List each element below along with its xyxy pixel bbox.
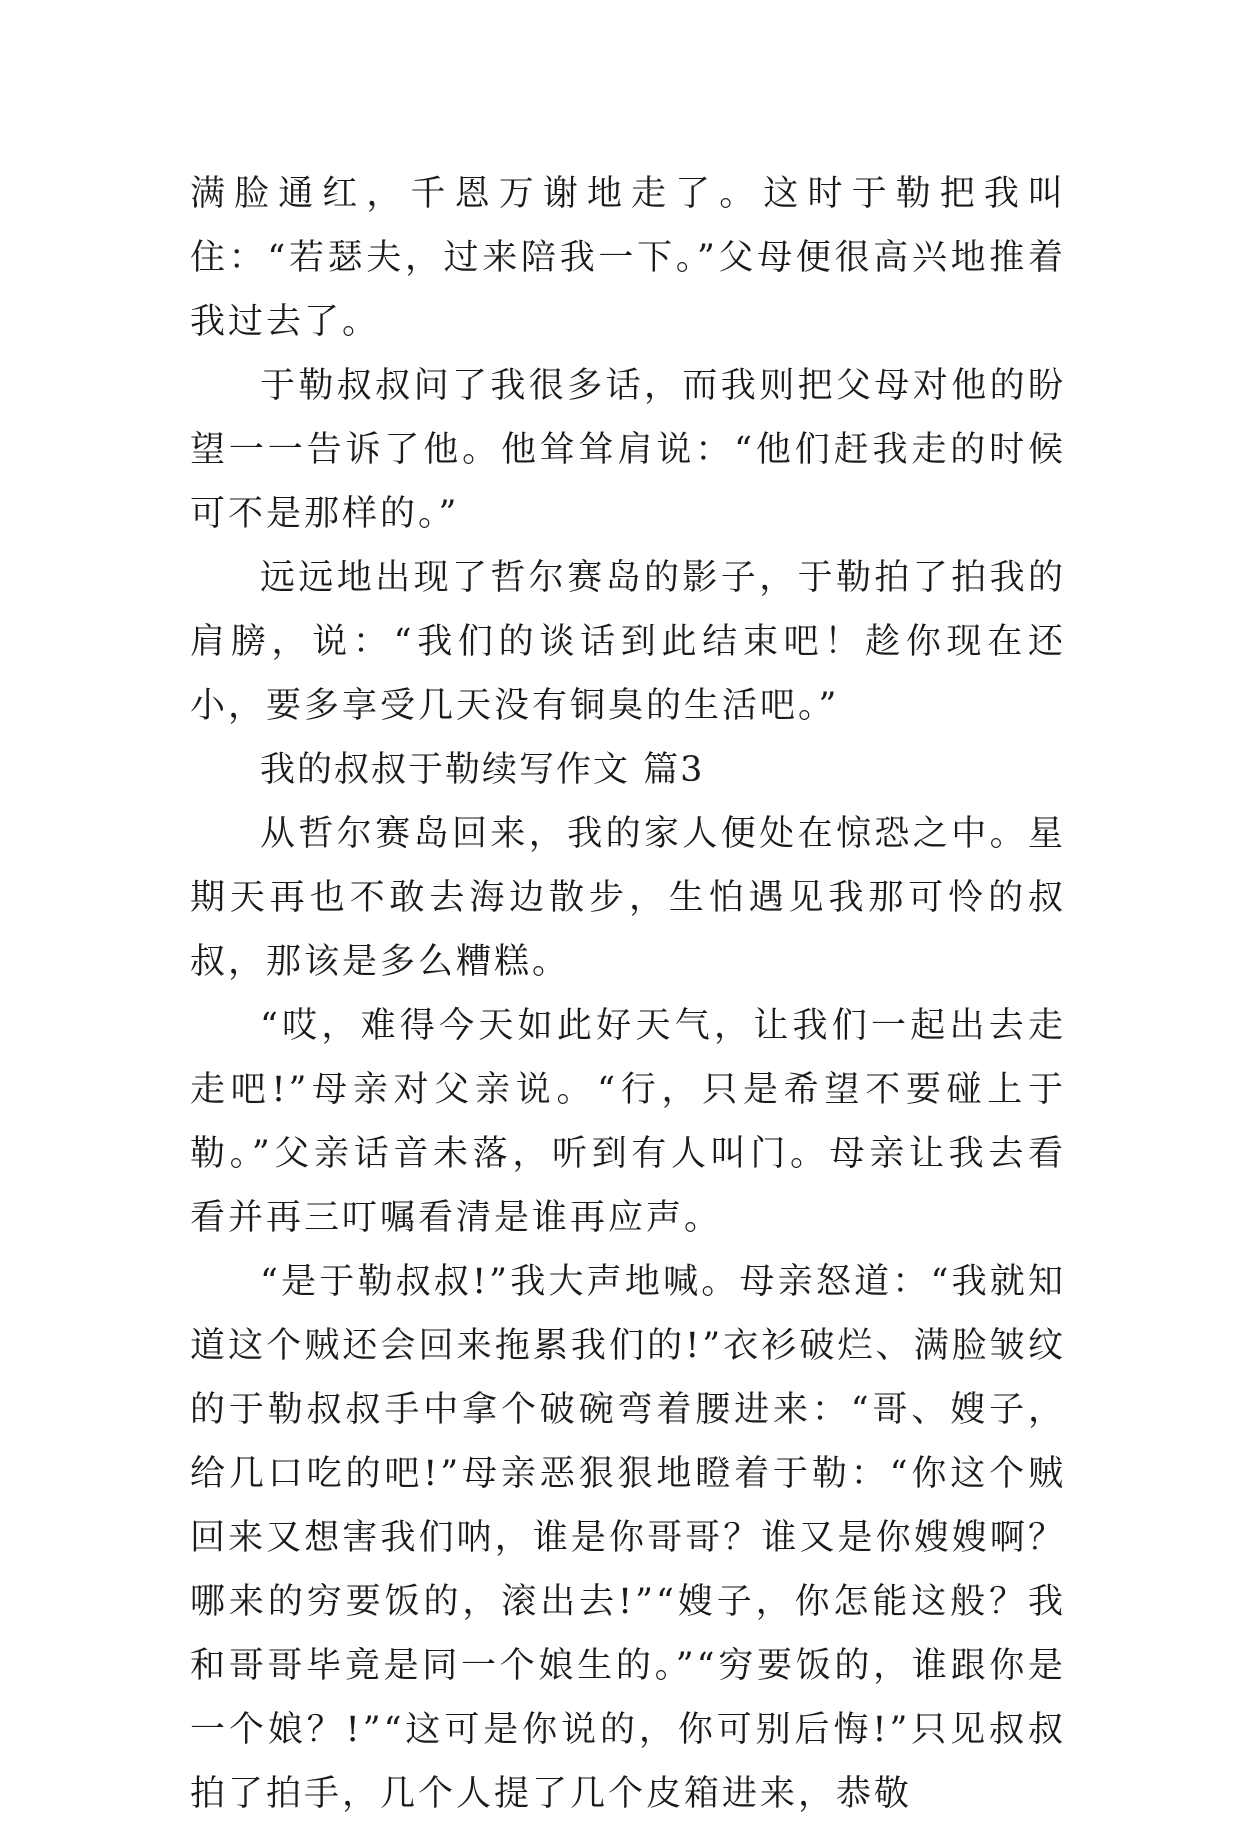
document-body	[190, 162, 1066, 1826]
paragraph-1: 满脸通红，千恩万谢地走了。这时于勒把我叫住：“若瑟夫，过来陪我一下。”父母便很高兴地推着我过去了。	[190, 174, 1066, 342]
paragraph-2: 于勒叔叔问了我很多话，而我则把父母对他的盼望一一告诉了他。他耸耸肩说：“他们赶我走的时候可不是那样的。”	[190, 366, 1066, 534]
paragraph-6: “是于勒叔叔!”我大声地喊。母亲怒道：“我就知道这个贼还会回来拖累我们的!”衣衫破烂、满脸皱纹的于勒叔叔手中拿个破碗弯着腰进来：“哥、嫂子，给几口吃的吧!”母亲恶狠狠地瞪着于勒：“你这个贼回来又想害我们呐，谁是你哥哥？谁又是你嫂嫂啊？哪来的穷要饭的，滚出去!”“嫂子，你怎能这般？我和哥哥毕竟是同一个娘生的。”“穷要饭的，谁跟你是一个娘？!”“这可是你说的，你可别后悔!”只见叔叔拍了拍手，几个人提了几个皮箱进来，恭敬	[190, 1262, 1066, 1814]
paragraph-5: “哎，难得今天如此好天气，让我们一起出去走走吧!”母亲对父亲说。“行，只是希望不要碰上于勒。”父亲话音未落，听到有人叫门。母亲让我去看看并再三叮嘱看清是谁再应声。	[190, 1006, 1066, 1238]
paragraph-3: 远远地出现了哲尔赛岛的影子，于勒拍了拍我的肩膀，说：“我们的谈话到此结束吧！趁你现在还小，要多享受几天没有铜臭的生活吧。”	[190, 558, 1066, 726]
paragraph-4: 从哲尔赛岛回来，我的家人便处在惊恐之中。星期天再也不敢去海边散步，生怕遇见我那可怜的叔叔，那该是多么糟糕。	[190, 814, 1066, 982]
section-heading: 我的叔叔于勒续写作文 篇3	[260, 750, 705, 790]
